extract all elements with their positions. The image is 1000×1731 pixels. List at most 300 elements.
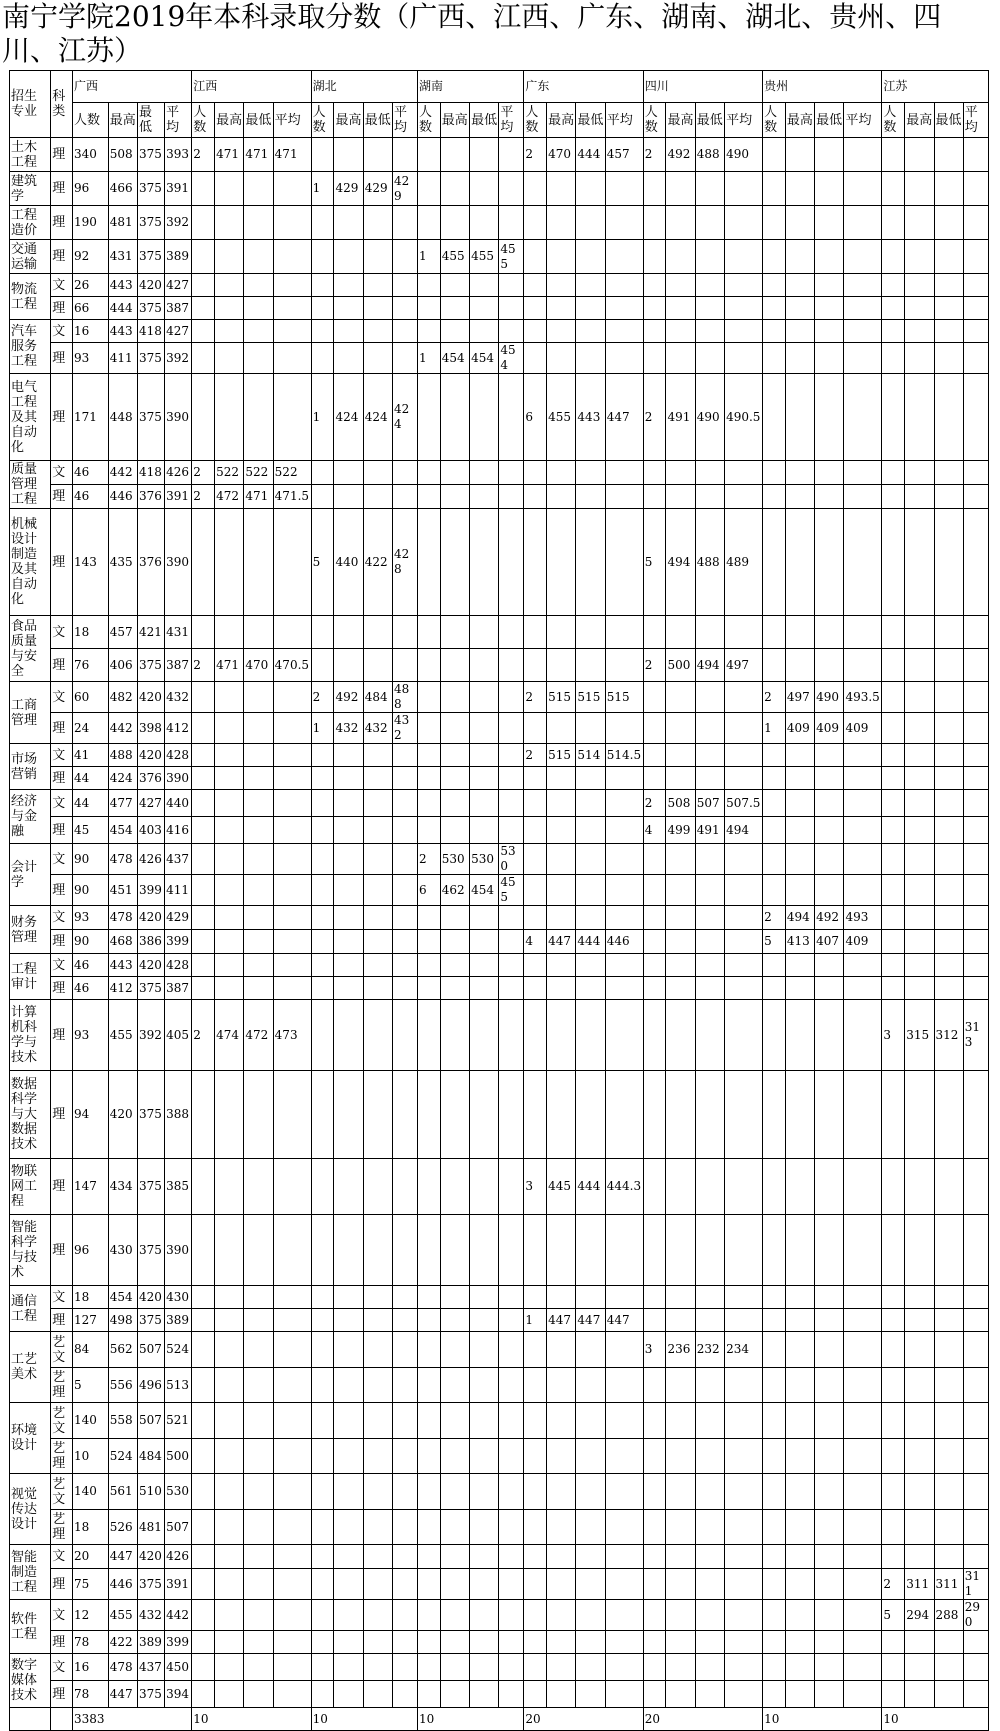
score-cell	[882, 1545, 905, 1569]
score-cell	[393, 930, 418, 954]
score-cell	[905, 817, 934, 844]
score-cell	[963, 906, 988, 930]
score-cell: 494	[785, 906, 814, 930]
score-cell: 18	[72, 1510, 108, 1545]
score-cell	[785, 1569, 814, 1600]
score-cell	[440, 977, 469, 1000]
score-cell	[576, 713, 605, 744]
table-row	[10, 172, 989, 206]
score-cell: 508	[666, 790, 695, 817]
score-cell	[695, 1681, 724, 1708]
category: 理	[51, 485, 73, 509]
score-cell	[440, 1309, 469, 1332]
score-cell	[815, 343, 844, 374]
score-cell	[605, 954, 643, 977]
score-cell	[695, 1000, 724, 1071]
score-cell	[524, 977, 547, 1000]
score-cell	[418, 616, 441, 649]
score-cell	[725, 1309, 763, 1332]
score-cell	[363, 1403, 392, 1439]
score-cell	[524, 844, 547, 875]
score-cell: 1	[418, 343, 441, 374]
score-cell	[666, 1368, 695, 1403]
score-cell	[418, 1654, 441, 1681]
score-cell: 315	[905, 1000, 934, 1071]
major-name: 软件工程	[10, 1600, 51, 1654]
score-cell	[725, 297, 763, 320]
score-cell	[963, 320, 988, 343]
score-cell: 444.3	[605, 1159, 643, 1215]
score-cell	[763, 875, 786, 906]
score-cell	[882, 649, 905, 682]
score-cell	[215, 274, 244, 297]
score-cell: 507	[138, 1403, 165, 1439]
score-cell	[363, 875, 392, 906]
score-cell: 524	[108, 1439, 137, 1474]
score-cell	[244, 1631, 273, 1654]
score-cell	[440, 616, 469, 649]
score-cell	[725, 682, 763, 713]
score-cell	[547, 817, 576, 844]
score-cell	[524, 1474, 547, 1510]
score-cell	[934, 343, 963, 374]
score-cell: 471	[215, 138, 244, 172]
score-cell	[882, 1654, 905, 1681]
score-cell	[311, 240, 334, 274]
score-cell	[763, 1681, 786, 1708]
score-cell	[440, 790, 469, 817]
header-max: 最高	[215, 103, 244, 138]
score-cell: 46	[72, 977, 108, 1000]
score-cell	[547, 906, 576, 930]
score-cell	[725, 977, 763, 1000]
score-cell: 390	[165, 509, 192, 616]
score-cell: 5	[72, 1368, 108, 1403]
score-cell: 488	[695, 509, 724, 616]
score-cell	[963, 649, 988, 682]
score-cell	[192, 930, 215, 954]
score-cell	[192, 744, 215, 767]
score-cell: 477	[108, 790, 137, 817]
score-cell: 484	[138, 1439, 165, 1474]
score-cell	[215, 1439, 244, 1474]
score-cell	[763, 509, 786, 616]
score-cell	[273, 1681, 311, 1708]
score-cell	[311, 485, 334, 509]
table-row	[10, 1215, 989, 1286]
score-cell	[763, 297, 786, 320]
score-cell	[334, 1159, 363, 1215]
score-cell	[905, 297, 934, 320]
score-cell	[643, 1545, 666, 1569]
score-cell	[363, 616, 392, 649]
score-cell: 491	[666, 374, 695, 461]
score-cell	[334, 1654, 363, 1681]
score-cell: 376	[138, 485, 165, 509]
header-count: 人数	[882, 103, 905, 138]
score-cell	[844, 374, 882, 461]
score-cell	[393, 649, 418, 682]
score-cell: 470	[547, 138, 576, 172]
score-cell	[215, 509, 244, 616]
score-cell	[666, 206, 695, 240]
score-cell	[763, 767, 786, 790]
score-cell: 2	[192, 649, 215, 682]
score-cell: 232	[695, 1332, 724, 1368]
score-cell: 376	[138, 509, 165, 616]
table-row	[10, 1368, 989, 1403]
score-cell: 488	[108, 744, 137, 767]
score-cell: 556	[108, 1368, 137, 1403]
score-cell	[470, 1309, 499, 1332]
score-cell	[273, 297, 311, 320]
score-cell	[273, 1600, 311, 1631]
score-cell	[643, 844, 666, 875]
score-cell	[418, 1309, 441, 1332]
score-cell: 375	[138, 240, 165, 274]
score-cell	[785, 1286, 814, 1309]
score-cell	[576, 240, 605, 274]
score-cell	[524, 1286, 547, 1309]
score-cell	[393, 906, 418, 930]
header-max: 最高	[666, 103, 695, 138]
score-cell	[499, 206, 524, 240]
score-cell	[244, 744, 273, 767]
major-name: 交通运输	[10, 240, 51, 274]
score-cell: 496	[138, 1368, 165, 1403]
score-cell	[934, 274, 963, 297]
score-cell	[844, 1403, 882, 1439]
score-cell	[215, 713, 244, 744]
score-cell	[547, 875, 576, 906]
score-cell	[763, 954, 786, 977]
score-cell	[815, 1631, 844, 1654]
score-cell	[905, 1286, 934, 1309]
score-cell: 432	[363, 713, 392, 744]
table-row	[10, 1159, 989, 1215]
score-cell	[215, 977, 244, 1000]
score-cell	[695, 713, 724, 744]
score-cell	[393, 240, 418, 274]
score-cell	[815, 485, 844, 509]
score-cell: 447	[108, 1681, 137, 1708]
score-cell: 454	[440, 343, 469, 374]
score-cell	[643, 1215, 666, 1286]
score-cell	[576, 1474, 605, 1510]
score-cell	[643, 1600, 666, 1631]
score-cell: 405	[165, 1000, 192, 1071]
score-cell	[666, 844, 695, 875]
score-cell	[934, 1510, 963, 1545]
score-cell	[334, 1681, 363, 1708]
score-cell: 428	[393, 509, 418, 616]
score-cell	[244, 1309, 273, 1332]
score-cell	[499, 172, 524, 206]
score-cell: 2	[418, 844, 441, 875]
score-cell	[273, 1309, 311, 1332]
score-cell	[643, 172, 666, 206]
score-cell	[418, 1159, 441, 1215]
score-cell	[273, 875, 311, 906]
score-cell	[244, 875, 273, 906]
score-cell	[470, 1545, 499, 1569]
score-cell	[882, 1215, 905, 1286]
score-cell	[499, 1654, 524, 1681]
score-cell	[785, 790, 814, 817]
score-cell	[192, 1600, 215, 1631]
score-cell: 430	[165, 1286, 192, 1309]
score-cell	[273, 1403, 311, 1439]
score-cell	[334, 1569, 363, 1600]
category: 理	[51, 374, 73, 461]
score-cell	[934, 767, 963, 790]
score-cell	[499, 138, 524, 172]
score-cell	[215, 790, 244, 817]
score-cell: 492	[334, 682, 363, 713]
score-cell	[363, 977, 392, 1000]
score-cell	[499, 954, 524, 977]
score-cell	[393, 1631, 418, 1654]
score-cell	[605, 1510, 643, 1545]
score-cell	[576, 1600, 605, 1631]
score-cell	[695, 1569, 724, 1600]
score-cell: 444	[576, 138, 605, 172]
score-cell: 5	[763, 930, 786, 954]
score-cell	[666, 1403, 695, 1439]
score-cell	[695, 1403, 724, 1439]
score-cell	[763, 485, 786, 509]
score-cell	[844, 1474, 882, 1510]
score-cell	[499, 297, 524, 320]
score-cell	[882, 817, 905, 844]
score-cell: 455	[499, 240, 524, 274]
score-cell: 311	[934, 1569, 963, 1600]
score-cell	[905, 649, 934, 682]
score-cell: 497	[785, 682, 814, 713]
score-cell	[695, 343, 724, 374]
score-cell	[844, 509, 882, 616]
score-cell	[763, 1654, 786, 1681]
score-cell	[882, 509, 905, 616]
score-cell: 494	[666, 509, 695, 616]
score-cell	[882, 1631, 905, 1654]
score-cell	[882, 374, 905, 461]
score-cell: 521	[165, 1403, 192, 1439]
score-cell	[844, 172, 882, 206]
score-cell	[725, 1545, 763, 1569]
score-cell	[393, 1403, 418, 1439]
score-cell: 12	[72, 1600, 108, 1631]
score-cell	[547, 1681, 576, 1708]
score-cell	[192, 320, 215, 343]
score-cell	[763, 977, 786, 1000]
major-name: 工艺美术	[10, 1332, 51, 1403]
score-cell: 493.5	[844, 682, 882, 713]
score-cell	[311, 817, 334, 844]
score-cell	[192, 1071, 215, 1159]
score-cell	[882, 682, 905, 713]
score-cell	[244, 240, 273, 274]
score-cell	[215, 1215, 244, 1286]
score-cell	[844, 767, 882, 790]
score-cell	[882, 930, 905, 954]
score-cell	[763, 1569, 786, 1600]
score-cell	[215, 844, 244, 875]
score-cell	[666, 1215, 695, 1286]
score-cell: 498	[108, 1309, 137, 1332]
score-cell	[547, 977, 576, 1000]
score-cell	[547, 1332, 576, 1368]
score-cell	[273, 509, 311, 616]
score-cell	[499, 1332, 524, 1368]
score-cell: 412	[108, 977, 137, 1000]
score-cell: 424	[108, 767, 137, 790]
score-cell	[393, 1600, 418, 1631]
score-cell	[499, 744, 524, 767]
score-cell	[547, 954, 576, 977]
score-cell	[666, 767, 695, 790]
score-cell	[524, 1569, 547, 1600]
score-cell	[334, 1309, 363, 1332]
score-cell: 478	[108, 906, 137, 930]
table-row	[10, 1286, 989, 1309]
score-cell	[576, 1681, 605, 1708]
score-cell: 424	[363, 374, 392, 461]
score-cell	[524, 1545, 547, 1569]
score-cell	[905, 1510, 934, 1545]
score-cell	[418, 682, 441, 713]
score-cell: 497	[725, 649, 763, 682]
score-cell	[499, 1545, 524, 1569]
score-cell	[273, 1439, 311, 1474]
score-cell: 455	[499, 875, 524, 906]
score-cell	[643, 906, 666, 930]
score-cell	[695, 320, 724, 343]
score-cell	[882, 1510, 905, 1545]
score-cell	[934, 206, 963, 240]
score-cell	[844, 790, 882, 817]
total-cell: 10	[763, 1708, 882, 1731]
score-cell: 427	[165, 274, 192, 297]
score-cell	[763, 790, 786, 817]
score-cell: 375	[138, 138, 165, 172]
major-name: 智能制造工程	[10, 1545, 51, 1600]
score-cell	[334, 1510, 363, 1545]
score-cell	[605, 875, 643, 906]
score-cell	[192, 977, 215, 1000]
score-cell: 2	[524, 744, 547, 767]
score-cell	[882, 1681, 905, 1708]
header-max: 最高	[334, 103, 363, 138]
major-name: 建筑学	[10, 172, 51, 206]
score-cell	[844, 844, 882, 875]
score-cell	[311, 1681, 334, 1708]
score-cell: 2	[763, 682, 786, 713]
score-cell	[963, 767, 988, 790]
score-cell	[905, 1332, 934, 1368]
score-cell	[963, 1654, 988, 1681]
header-avg: 平均	[963, 103, 988, 138]
score-cell	[725, 1159, 763, 1215]
score-cell	[763, 1600, 786, 1631]
score-cell: 290	[963, 1600, 988, 1631]
score-cell	[605, 206, 643, 240]
score-cell	[815, 1545, 844, 1569]
score-cell	[499, 485, 524, 509]
score-cell	[440, 485, 469, 509]
score-cell: 2	[192, 138, 215, 172]
score-cell: 455	[440, 240, 469, 274]
score-cell: 492	[815, 906, 844, 930]
header-max: 最高	[108, 103, 137, 138]
score-cell	[440, 374, 469, 461]
score-cell	[244, 790, 273, 817]
score-cell	[905, 509, 934, 616]
score-cell	[334, 1215, 363, 1286]
score-cell: 420	[138, 954, 165, 977]
score-cell	[547, 1439, 576, 1474]
score-cell	[695, 1654, 724, 1681]
score-cell	[334, 138, 363, 172]
score-cell	[244, 343, 273, 374]
score-cell	[605, 1439, 643, 1474]
score-cell	[905, 875, 934, 906]
score-cell: 524	[165, 1332, 192, 1368]
score-cell	[273, 172, 311, 206]
score-cell	[418, 1215, 441, 1286]
score-cell	[418, 374, 441, 461]
score-cell	[695, 274, 724, 297]
score-cell	[311, 954, 334, 977]
score-cell	[334, 1368, 363, 1403]
score-cell	[215, 172, 244, 206]
header-province: 湖南	[418, 71, 524, 103]
score-cell: 447	[605, 1309, 643, 1332]
score-cell	[763, 1510, 786, 1545]
score-cell	[311, 1159, 334, 1215]
score-cell	[273, 1332, 311, 1368]
score-cell	[547, 1474, 576, 1510]
score-cell: 3	[882, 1000, 905, 1071]
category: 理	[51, 1071, 73, 1159]
score-cell	[393, 1510, 418, 1545]
score-cell: 510	[138, 1474, 165, 1510]
score-cell	[334, 817, 363, 844]
header-count: 人数	[72, 103, 108, 138]
score-cell	[815, 1286, 844, 1309]
table-row	[10, 682, 989, 713]
table-row	[10, 1474, 989, 1510]
score-cell	[605, 1215, 643, 1286]
score-cell	[643, 1681, 666, 1708]
score-cell	[666, 713, 695, 744]
score-cell: 2	[763, 906, 786, 930]
score-cell	[524, 906, 547, 930]
score-cell	[244, 297, 273, 320]
score-cell: 443	[108, 320, 137, 343]
score-cell	[695, 616, 724, 649]
score-cell: 96	[72, 1215, 108, 1286]
score-cell	[844, 1439, 882, 1474]
score-cell	[393, 767, 418, 790]
category: 理	[51, 509, 73, 616]
score-cell	[363, 343, 392, 374]
score-cell	[576, 1510, 605, 1545]
score-cell	[311, 1600, 334, 1631]
score-cell	[470, 297, 499, 320]
score-cell	[882, 844, 905, 875]
score-cell	[215, 320, 244, 343]
